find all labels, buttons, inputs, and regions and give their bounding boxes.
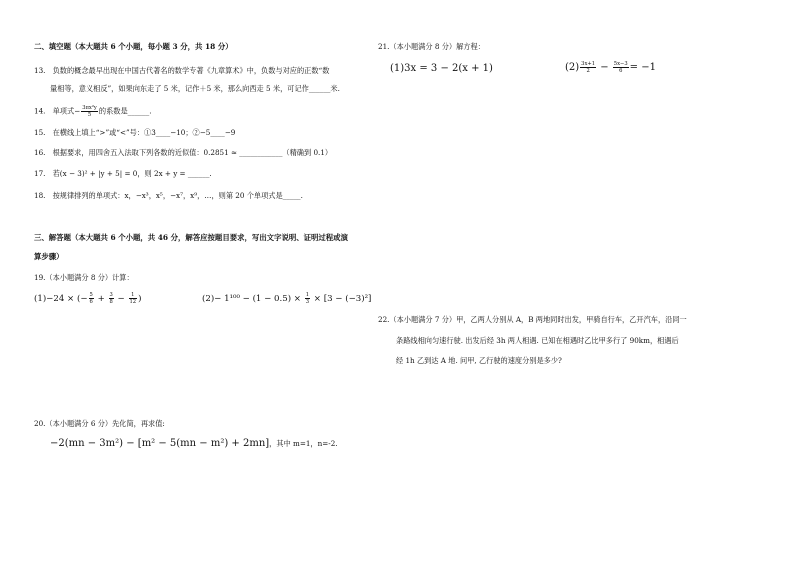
question-16: 16. 根据要求，用四舍五入法取下列各数的近似值：0.2851 ≈ ____________（精确到 0.1）	[34, 148, 333, 157]
question-14-suffix: 的系数是______.	[98, 106, 152, 116]
question-22-line2: 条路线相向匀速行驶. 出发后经 3h 两人相遇. 已知在相遇时乙比甲多行了 90km，相遇后	[396, 336, 679, 345]
q21-2-frac2-den: 6	[619, 68, 623, 74]
q19-2-suffix: × [3 − (−3)²]	[311, 294, 372, 304]
q21-2-prefix: (2)	[565, 62, 580, 73]
question-19-label: 19.（本小题满分 8 分）计算：	[34, 273, 134, 282]
q19-2-frac-den: 3	[305, 299, 310, 305]
question-13-line1: 13. 负数的概念最早出现在中国古代著名的数学专著《九章算术》中，负数与对应的正数“数	[34, 66, 330, 75]
q19-1-frac2	[109, 292, 114, 305]
q19-1-frac3-den: 12	[129, 299, 137, 305]
q19-1-frac2-den: 8	[109, 299, 113, 305]
question-14	[34, 105, 151, 118]
question-17: 17. 若(x − 3)² + |y + 5| = 0，则 2x + y = ______.	[34, 169, 212, 178]
q19-1-frac2-num: 3	[109, 292, 113, 298]
q19-1-prefix: (1)−24 × (−	[34, 294, 88, 304]
q19-1-frac1-num: 5	[89, 292, 93, 298]
question-15: 15. 在横线上填上“>”或“<”号：①3____−10；②−5____−9	[34, 128, 236, 137]
question-14-frac-num: 3πx²y	[82, 105, 97, 111]
q19-1-op1: +	[94, 294, 108, 304]
question-20-label: 20.（本小题满分 6 分）先化简，再求值:	[34, 419, 165, 428]
q21-2-frac2-num: 5x−3	[613, 61, 628, 67]
question-22-line1: 22.（本小题满分 7 分）甲，乙两人分别从 A，B 两地同时出发，甲骑自行车，乙开汽车，沿同一	[378, 315, 687, 324]
question-20	[50, 438, 338, 450]
q19-1-frac3	[129, 292, 138, 305]
question-19-part1	[34, 292, 141, 306]
q21-2-frac1-den: 2	[586, 68, 590, 74]
q19-2-frac	[305, 292, 310, 305]
question-14-prefix: 14. 单项式−	[34, 106, 81, 116]
section3-title-line1: 三、解答题（本大题共 6 个小题，共 46 分，解答应按题目要求，写出文字说明、证明过程或演	[34, 233, 348, 242]
q19-1-frac1	[89, 292, 94, 305]
q19-1-frac3-num: 1	[129, 292, 138, 299]
q21-2-frac1-num: 3x+1	[581, 61, 596, 67]
q19-2-frac-num: 1	[305, 292, 310, 298]
q21-2-op: −	[597, 62, 612, 73]
section2-title: 二、填空题（本大题共 6 个小题，每小题 3 分，共 18 分）	[34, 42, 233, 51]
question-13-line2: 量相等，意义相反”，如果向东走了 5 米，记作＋5 米，那么向西走 5 米，可记作______米.	[50, 84, 340, 93]
question-20-expression: −2(mn − 3m²) − [m² − 5(mn − m²) + 2mn]	[50, 438, 270, 449]
q19-1-frac1-den: 6	[89, 299, 93, 305]
question-18: 18. 按规律排列的单项式：x，−x³，x⁵，−x⁷，x⁹，…，则第 20 个单项式是_____.	[34, 191, 303, 200]
question-21-part1: (1)3x = 3 − 2(x + 1)	[390, 63, 493, 74]
q21-2-frac1	[580, 61, 596, 74]
question-14-frac-den: 5	[87, 112, 92, 118]
q19-1-suffix: )	[138, 294, 142, 304]
question-19-part2	[202, 292, 371, 306]
question-20-condition: ，其中 m=1，n=-2.	[269, 439, 338, 448]
section3-title-line2: 算步骤）	[34, 252, 64, 261]
q21-2-frac2	[613, 61, 629, 74]
q21-2-suffix: = −1	[629, 62, 656, 73]
question-21-part2	[565, 61, 656, 74]
q19-1-op2: −	[114, 294, 128, 304]
question-22-line3: 经 1h 乙到达 A 地. 问甲, 乙行驶的速度分别是多少?	[396, 356, 562, 365]
question-21-label: 21.（本小题满分 8 分）解方程：	[378, 42, 485, 51]
q19-2-prefix: (2)− 1¹⁰⁰ − (1 − 0.5) ×	[202, 294, 304, 304]
question-14-fraction	[81, 105, 98, 118]
